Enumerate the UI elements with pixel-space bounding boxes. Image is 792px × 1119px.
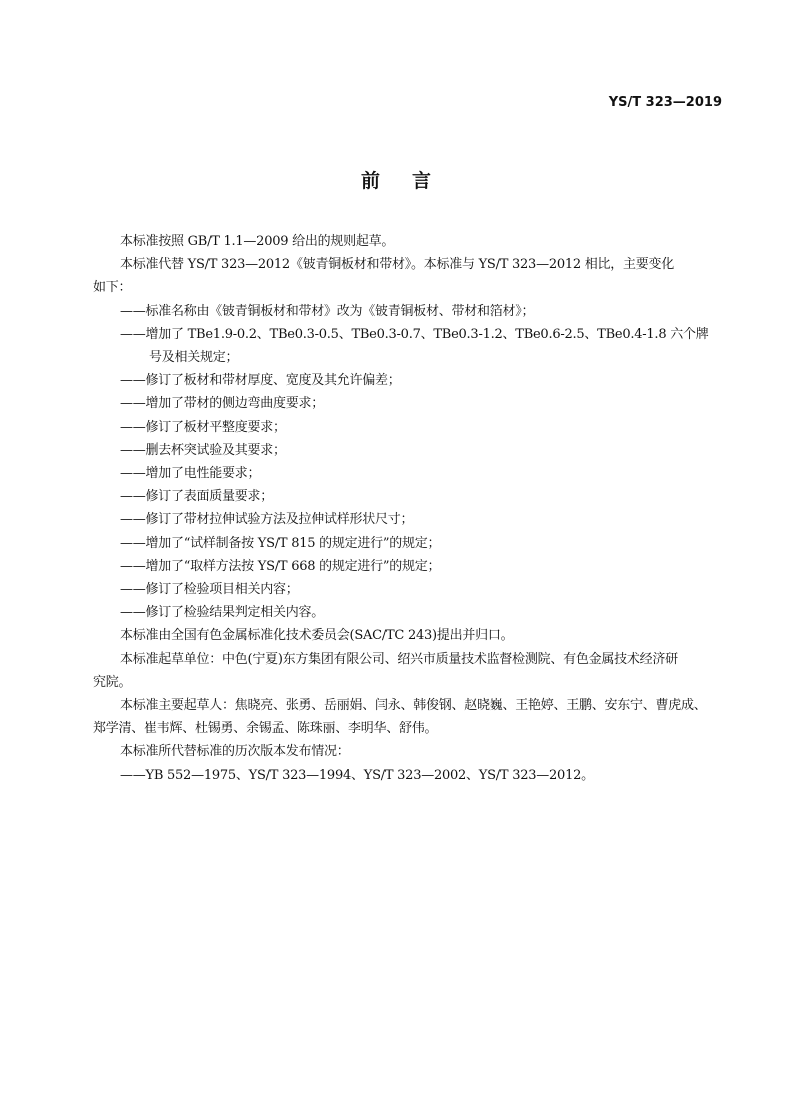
change-item: ——增加了带材的侧边弯曲度要求； [120, 396, 325, 412]
change-item: ——增加了“试样制备按 YS/T 815 的规定进行”的规定； [120, 535, 441, 551]
paragraph-drafting-units: 本标准起草单位：中色(宁夏)东方集团有限公司、绍兴市质量技术监督检测院、有色金属技术经济研 [120, 651, 678, 667]
paragraph-history: 本标准所代替标准的历次版本发布情况： [120, 744, 350, 760]
change-item: ——修订了检验项目相关内容； [120, 582, 299, 598]
paragraph-committee: 本标准由全国有色金属标准化技术委员会(SAC/TC 243)提出并归口。 [120, 628, 514, 644]
change-item: ——标准名称由《铍青铜板材和带材》改为《铍青铜板材、带材和箔材》； [120, 303, 535, 319]
change-item: ——修订了板材平整度要求； [120, 419, 286, 435]
document-body [93, 230, 735, 787]
change-item: ——修订了板材和带材厚度、宽度及其允许偏差； [120, 373, 401, 389]
change-item: ——增加了 TBe1.9-0.2、TBe0.3-0.5、TBe0.3-0.7、TBe0.3-1.2、TBe0.6-2.5、TBe0.4-1.8 六个牌 [120, 326, 709, 342]
paragraph-replacement-cont: 如下： [93, 280, 132, 296]
paragraph-replacement: 本标准代替 YS/T 323—2012《铍青铜板材和带材》。本标准与 YS/T 323—2012 相比，主要变化 [120, 257, 675, 273]
change-item: ——增加了电性能要求； [120, 466, 261, 482]
change-item: ——增加了“取样方法按 YS/T 668 的规定进行”的规定； [120, 558, 441, 574]
history-item: ——YB 552—1975、YS/T 323—1994、YS/T 323—2002、YS/T 323—2012。 [120, 767, 594, 783]
document-code: YS/T 323—2019 [608, 95, 722, 110]
paragraph-drafters-cont: 郑学清、崔韦辉、杜锡勇、余锡孟、陈珠丽、李明华、舒伟。 [93, 721, 438, 737]
change-item: ——修订了表面质量要求； [120, 489, 274, 505]
change-item: ——修订了检验结果判定相关内容。 [120, 605, 325, 621]
paragraph-drafters: 本标准主要起草人：焦晓亮、张勇、岳丽娟、闫永、韩俊钢、赵晓巍、王艳婷、王鹏、安东宁、曹虎成、 [120, 698, 707, 714]
change-item: ——删去杯突试验及其要求； [120, 442, 286, 458]
paragraph-drafting-rule: 本标准按照 GB/T 1.1—2009 给出的规则起草。 [120, 234, 395, 249]
paragraph-drafting-units-cont: 究院。 [93, 674, 132, 690]
change-item: ——修订了带材拉伸试验方法及拉伸试样形状尺寸； [120, 512, 414, 528]
page-title: 前言 [360, 170, 463, 192]
change-item-cont: 号及相关规定； [149, 350, 239, 366]
